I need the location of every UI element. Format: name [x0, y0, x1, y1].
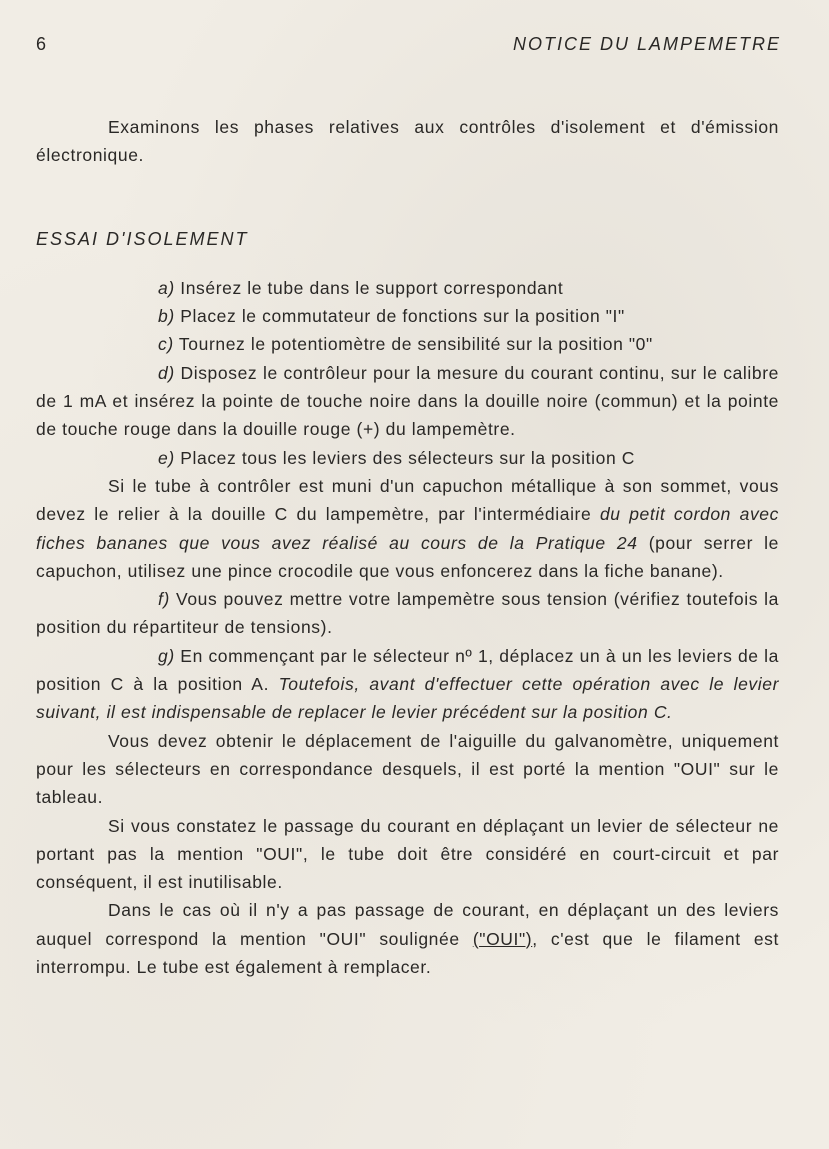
step-e — [36, 444, 779, 472]
step-e-text: Placez tous les leviers des sélecteurs sur la position C — [174, 447, 635, 468]
capuchon-text-1: Si le tube à contrôler est muni d'un capuchon métallique à son sommet, vous devez le relier à la douille C du lampemètre, par l'intermédiaire — [36, 475, 779, 525]
section-heading: ESSAI D'ISOLEMENT — [36, 228, 249, 249]
running-title: NOTICE DU LAMPEMETRE — [512, 34, 781, 54]
page-body — [36, 113, 779, 981]
step-f — [36, 585, 779, 642]
step-f-letter: f) — [158, 589, 170, 610]
capuchon-italic: du petit cordon avec fiches bananes que vous avez réalisé au cours de la Pratique 24 — [36, 504, 779, 553]
step-a-text: Insérez le tube dans le support correspondant — [174, 277, 564, 298]
page-number: 6 — [36, 34, 48, 54]
step-c — [36, 330, 779, 358]
step-g-letter: g) — [158, 645, 175, 666]
capuchon-text-2: (pour serrer le capuchon, utilisez une pince crocodile que vous enfoncerez dans la fiche banane). — [36, 532, 779, 581]
step-d-letter: d) — [158, 362, 175, 383]
step-f-text: Vous pouvez mettre votre lampemètre sous tension (vérifiez toutefois la position du répartiteur de tensions). — [36, 589, 779, 638]
step-a-letter: a) — [158, 277, 175, 298]
result-paragraph-2: Si vous constatez le passage du courant en déplaçant un levier de sélecteur ne portant pas la mention "OUI", le tube doit être considéré en court-circuit et par conséquent, il est inutilisable. — [36, 815, 779, 893]
step-g-italic: Toutefois, avant d'effectuer cette opération avec le levier suivant, il est indispensable de replacer le levier précédent sur la position C. — [36, 674, 780, 723]
step-d — [36, 359, 779, 444]
capuchon-paragraph — [36, 472, 779, 585]
intro-paragraph: Examinons les phases relatives aux contrôles d'isolement et d'émission électronique. — [36, 117, 779, 166]
step-a — [36, 274, 779, 302]
result-paragraph-3 — [36, 896, 779, 981]
step-e-letter: e) — [158, 447, 175, 468]
step-b — [36, 302, 779, 330]
result-3-text-2: , c'est que le filament est interrompu. Le tube est également à remplacer. — [36, 928, 779, 978]
step-g — [36, 642, 779, 727]
step-b-letter: b) — [158, 306, 175, 327]
step-g-text: En commençant par le sélecteur nº 1, déplacez un à un les leviers de la position C à la position A. — [36, 645, 779, 695]
step-d-text: Disposez le contrôleur pour la mesure du courant continu, sur le calibre de 1 mA et insérez la pointe de touche noire dans la douille noire (commun) et la pointe de touche rouge dans la douille rouge (+) du lampemètre. — [36, 362, 779, 440]
result-paragraph-1: Vous devez obtenir le déplacement de l'aiguille du galvanomètre, uniquement pour les sélecteurs en correspondance desquels, il est porté la mention "OUI" sur le tableau. — [36, 730, 779, 808]
result-3-text-1: Dans le cas où il n'y a pas passage de courant, en déplaçant un des leviers auquel correspond la mention "OUI" soulignée — [36, 900, 779, 949]
step-b-text: Placez le commutateur de fonctions sur la position "I" — [174, 306, 625, 327]
step-c-text: Tournez le potentiomètre de sensibilité sur la position "0" — [173, 334, 653, 355]
page-header — [36, 34, 781, 58]
step-c-letter: c) — [158, 334, 174, 355]
oui-underlined: ("OUI") — [472, 928, 533, 949]
